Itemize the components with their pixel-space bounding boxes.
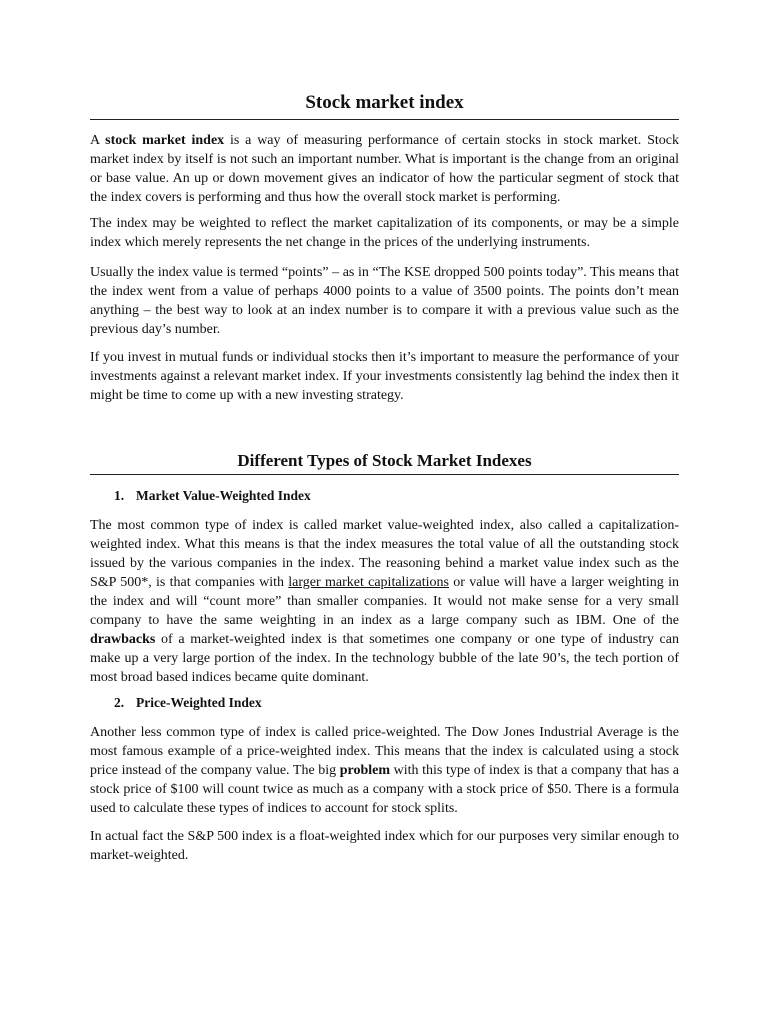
subheading-number: 2. — [114, 695, 125, 710]
intro-paragraph-2: The index may be weighted to reflect the market capitalization of its components, or may be a simple index which merely represents the net change in the prices of the underlying instruments. — [90, 216, 679, 250]
subheading-market-value-weighted — [114, 486, 311, 505]
mvw-bold-term: drawbacks — [90, 632, 156, 647]
subheading-title: Market Value-Weighted Index — [136, 488, 311, 503]
mvw-text-a: The most common type of index is called market value-weighted index, also called a capitalization-weighted index. What this means is that the index measures the total value of all the outstanding stock issued by the various companies in the index. The reasoning behind a market value index such as the S&P 500*, is that companies with — [90, 518, 679, 590]
closing-paragraph: In actual fact the S&P 500 index is a float-weighted index which for our purposes very similar enough to market-weighted. — [90, 829, 679, 863]
pw-bold-term: problem — [339, 763, 391, 778]
pw-text-b: with this type of index is that a company that has a stock price of $100 will count twice as much as a company with a stock price of $50. There is a formula used to calculate these types of indices to account for stock splits. — [90, 763, 679, 816]
intro-paragraph-4: If you invest in mutual funds or individual stocks then it’s important to measure the performance of your investments against a relevant market index. If your investments consistently lag behind the index then it might be time to come up with a new investing strategy. — [90, 350, 679, 403]
intro-p1-lead: A — [90, 133, 106, 148]
page-title: Stock market index — [305, 92, 464, 113]
mvw-underlined-phrase: larger market capitalizations — [288, 575, 449, 590]
subheading-number: 1. — [114, 488, 125, 503]
market-value-weighted-paragraph — [90, 516, 679, 687]
pw-text-a: Another less common type of index is called price-weighted. The Dow Jones Industrial Average is the most famous example of a price-weighted index. This means that the index is calculated using a stock price instead of the company value. The big — [90, 725, 679, 778]
mvw-text-c: of a market-weighted index is that sometimes one company or one type of industry can make up a very large portion of the index. In the technology bubble of the late 90’s, the tech portion of most broad based indices became quite dominant. — [90, 632, 679, 685]
section-heading: Different Types of Stock Market Indexes — [237, 451, 532, 470]
title-rule — [90, 119, 679, 120]
subheading-title: Price-Weighted Index — [136, 695, 262, 710]
intro-paragraph-3: Usually the index value is termed “points” – as in “The KSE dropped 500 points today”. This means that the index went from a value of perhaps 4000 points to a value of 3500 points. The points don’t mean anything – the best way to look at an index number is to compare it with a previous value such as the previous day’s number. — [90, 265, 679, 337]
mvw-text-b: or value will have a larger weighting in the index and will “count more” than smaller companies. It would not make sense for a very small company to have the same weighting in an index as a large company such as IBM. One of the — [90, 575, 679, 628]
price-weighted-paragraph — [90, 723, 679, 818]
subheading-price-weighted — [114, 693, 262, 712]
intro-p1-body: is a way of measuring performance of certain stocks in stock market. Stock market index by itself is not such an important number. What is important is the change from an original or base value. An up or down movement gives an indicator of how the particular segment of stock that the index covers is performing and thus how the overall stock market is performing. — [90, 133, 679, 205]
intro-p1-bold-term: stock market index — [105, 133, 225, 148]
section-rule — [90, 474, 679, 475]
intro-paragraph-1 — [90, 131, 679, 207]
